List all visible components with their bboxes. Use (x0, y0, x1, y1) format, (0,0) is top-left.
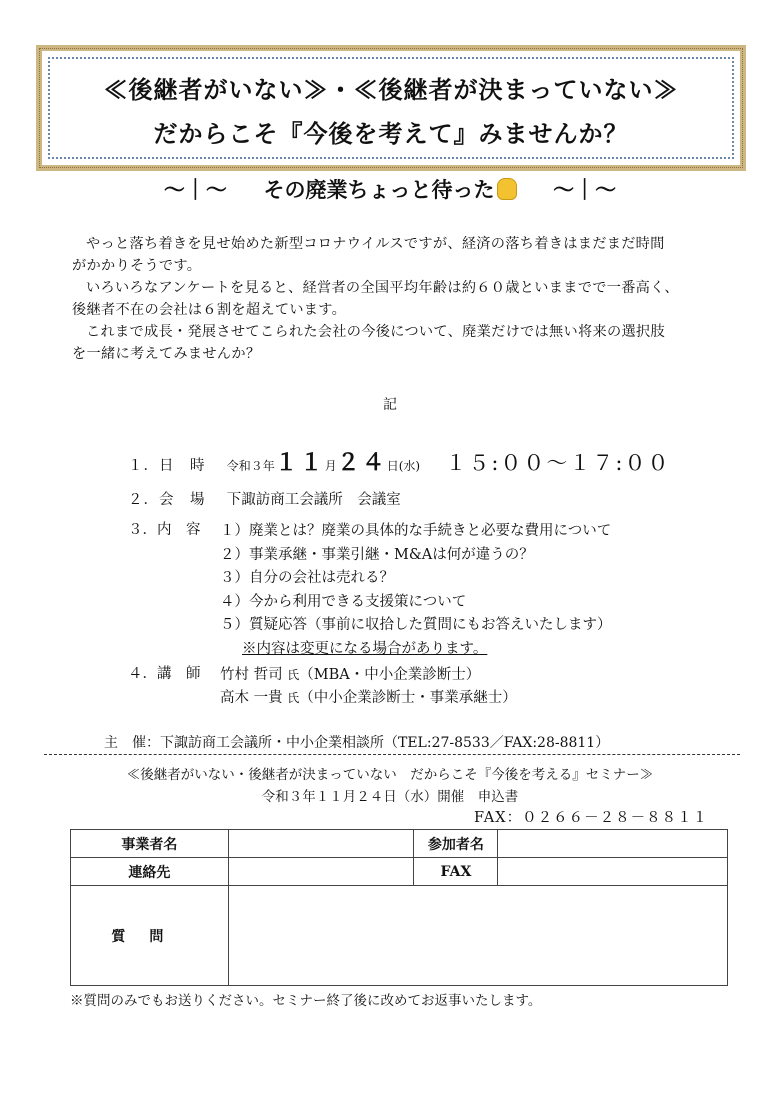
question-field[interactable] (228, 886, 727, 986)
contact-field[interactable] (228, 858, 414, 886)
content-item: ３）自分の会社は売れる？ (220, 570, 394, 586)
application-form (70, 829, 728, 986)
content-item: ５）質疑応答（事前に収拾した質問にもお答えいたします） (220, 617, 612, 633)
lecturer-item (220, 687, 517, 710)
fax-field[interactable] (498, 858, 728, 886)
fax-label: FAX (414, 858, 498, 886)
date-month: １１ (274, 449, 325, 476)
lecturer-label: ４．講 師 (128, 666, 201, 682)
venue-row (128, 490, 401, 510)
lecturer-role: （MBA・中小企業診断士） (299, 667, 481, 683)
intro-line: がかかりそうです。 (72, 258, 202, 274)
lecturer-name: 竹村 哲司 (220, 667, 283, 683)
content-note: ※内容は変更になる場合があります。 (242, 640, 488, 657)
application-fax: FAX：０２６６－２８－８８１１ (474, 810, 709, 826)
application-title: ≪後継者がいない・後継者が決まっていない だからこそ『今後を考える』セミナー≫ (126, 767, 654, 783)
lecturer-role: （中小企業診断士・事業承継士） (299, 690, 517, 706)
date-era: 令和３年 (226, 459, 275, 473)
intro-paragraph (72, 233, 712, 365)
application-subtitle: 令和３年１１月２４日（水）開催 申込書 (261, 789, 519, 805)
content-list (220, 520, 612, 661)
participant-field[interactable] (498, 830, 728, 858)
date-row (128, 450, 671, 479)
participant-label: 参加者名 (414, 830, 498, 858)
intro-line: を一緒に考えてみませんか？ (72, 346, 261, 362)
date-label: １．日 時 (128, 458, 206, 474)
date-time: １５:００～１７:００ (445, 451, 671, 475)
lecturer-honorific: 氏 (287, 668, 300, 682)
date-day-unit: 日(水) (386, 459, 421, 473)
content-label: ３．内 容 (128, 522, 201, 538)
content-item: ４）今から利用できる支援策について (220, 593, 467, 610)
question-label: 質問 (71, 886, 229, 986)
content-item: ２）事業承継・事業引継・M&Aは何が違うの？ (220, 546, 534, 563)
content-item: １）廃業とは？廃業の具体的な手続きと必要な費用について (220, 523, 612, 539)
company-label: 事業者名 (71, 830, 229, 858)
application-footnote: ※質問のみでもお送りください。セミナー終了後に改めてお返事いたします。 (70, 993, 542, 1009)
raised-hand-icon (497, 178, 517, 200)
lecturer-name: 高木 一貴 (220, 690, 283, 706)
intro-line: 後継者不在の会社は６割を超えています。 (72, 302, 347, 318)
venue-value: 下諏訪商工会議所 会議室 (226, 492, 401, 508)
lecturer-list (220, 664, 517, 710)
date-month-unit: 月 (324, 459, 337, 473)
cut-line (44, 754, 740, 755)
subtitle-right-deco: ～｜～ (553, 177, 617, 202)
title-frame (36, 45, 746, 171)
intro-line: やっと落ち着きを見せ始めた新型コロナウイルスですが、経済の落ち着きはまだまだ時間 (86, 236, 665, 252)
subtitle-text: その廃業ちょっと待った (263, 177, 495, 202)
organizer: 主 催：下諏訪商工会議所・中小企業相談所（TEL:27-8533／FAX:28-8811） (104, 735, 610, 751)
title-line-2: だからこそ『今後を考えて』みませんか？ (153, 119, 629, 148)
intro-line: いろいろなアンケートを見ると、経営者の全国平均年齢は約６０歳といままでで一番高く、 (86, 280, 679, 296)
title-line-1: ≪後継者がいない≫・≪後継者が決まっていない≫ (103, 75, 679, 104)
lecturer-item (220, 664, 517, 687)
venue-label: ２．会 場 (128, 492, 206, 508)
ki-heading: 記 (383, 397, 397, 413)
subtitle (0, 174, 780, 204)
date-day: ２４ (336, 449, 387, 476)
lecturer-honorific: 氏 (287, 691, 300, 705)
company-field[interactable] (228, 830, 414, 858)
subtitle-left-deco: ～｜～ (163, 177, 227, 202)
intro-line: これまで成長・発展させてこられた会社の今後について、廃業だけでは無い将来の選択肢 (86, 324, 665, 340)
contact-label: 連絡先 (71, 858, 229, 886)
